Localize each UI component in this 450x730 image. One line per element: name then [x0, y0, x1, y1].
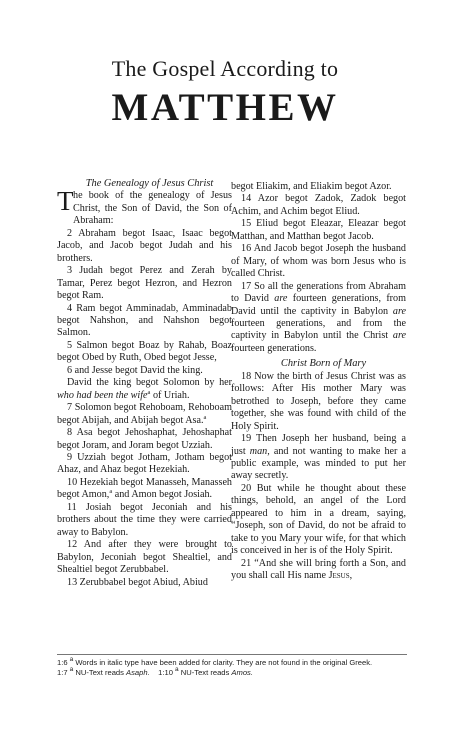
verse-21 [231, 558, 406, 583]
verse-17 [231, 281, 406, 356]
footnote-1-ref: 1:6 [57, 658, 70, 667]
verse-7 [57, 402, 232, 427]
footnote-marker: a [69, 656, 74, 663]
name-jesus: Jesus [328, 570, 350, 582]
footnote-line-2 [57, 668, 412, 678]
footnote-1 [57, 658, 412, 668]
verse-6b [57, 377, 232, 402]
footnote-marker: a [203, 413, 207, 421]
verse-7-text: 7 Solomon begot Rehoboam, Rehoboam begot Abijah, and Abijah begot Asa. [57, 402, 232, 426]
verse-10 [57, 477, 232, 502]
footnote-2-italic: Asaph. [126, 668, 150, 677]
left-column [57, 178, 232, 589]
verse-11: 11 Josiah begot Jeconiah and his brothers about the time they were carried away to Babylon. [57, 501, 232, 538]
verse-19-text-b: and not wanting to make her a public example, was minded to put her away secretly. [231, 445, 406, 482]
verse-6a: 6 and Jesse begot David the king. [67, 364, 203, 376]
verse-1-text: he book of the genealogy of Jesus Christ, the Son of David, the Son of Abraham: [73, 190, 232, 227]
verse-18: 18 Now the birth of Jesus Christ was as follows: After His mother Mary was betrothed to Joseph, before they came together, she was found with child of the Holy Spirit. [231, 370, 406, 432]
verse-12: 12 And after they were brought to Babylon, Jeconiah begot Shealtiel, and Shealtiel begot Zerubbabel. [57, 539, 232, 576]
verse-4: 4 Ram begot Amminadab, Amminadab begot Nahshon, and Nahshon begot Salmon. [57, 302, 232, 339]
verse-6b-text: David the king begot Solomon by her [67, 377, 232, 389]
verse-5: 5 Salmon begot Boaz by Rahab, Boaz begot Obed by Ruth, Obed begot Jesse, [57, 339, 232, 364]
footnote-marker: a [109, 488, 113, 496]
verse-3: 3 Judah begot Perez and Zerah by Tamar, Perez begot Hezron, and Hezron begot Ram. [57, 265, 232, 302]
verse-1 [57, 186, 232, 227]
verse-16: 16 And Jacob begot Joseph the husband of Mary, of whom was born Jesus who is called Christ. [231, 243, 406, 280]
footnote-divider [57, 654, 407, 655]
footnote-2-text: NU-Text reads [73, 668, 127, 677]
right-column [231, 181, 406, 583]
section-heading-birth: Christ Born of Mary [280, 358, 367, 370]
footnote-marker: a [69, 666, 74, 673]
verse-19-text-a: 19 Then Joseph her husband, being a just [231, 433, 406, 457]
verse-14: 14 Azor begot Zadok, Zadok begot Achim, and Achim begot Eliud. [231, 193, 406, 217]
footnotes [57, 658, 412, 678]
verse-19-italic: man, [249, 445, 270, 457]
drop-cap: T [57, 186, 74, 217]
verse-10-text: 10 Hezekiah begot Manasseh, Manasseh begot Amon, [57, 476, 232, 501]
verse-21-text: 21 “And she will bring forth a Son, and you shall call His name [231, 557, 406, 582]
footnote-3-ref: 1:10 [158, 668, 176, 677]
footnote-3-text: NU-Text reads [178, 668, 232, 677]
verse-2: 2 Abraham begot Isaac, Isaac begot Jacob, and Jacob begot Judah and his brothers. [57, 227, 232, 264]
book-title: MATTHEW [111, 86, 339, 129]
footnote-2-ref: 1:7 [57, 668, 70, 677]
verse-17-text-c: fourteen generations, and from the captivity in Babylon until the Christ [231, 317, 406, 342]
verse-17-text-b: fourteen generations, from David until the captivity in Babylon [231, 293, 406, 317]
verse-21-end: , [349, 570, 353, 582]
verse-19 [231, 433, 406, 483]
verse-6b-italic: who had been the wife [57, 389, 148, 401]
footnote-3-italic: Amos. [231, 668, 253, 677]
verse-15: 15 Eliud begot Eleazar, Eleazar begot Matthan, and Matthan begot Jacob. [231, 218, 406, 242]
verse-17-text-d: fourteen generations. [231, 342, 317, 354]
verse-10-end: and Amon begot Josiah. [112, 489, 213, 501]
footnote-1-text: Words in italic type have been added for clarity. They are not found in the original Greek. [73, 658, 373, 667]
verse-13: 13 Zerubbabel begot Abiud, Abiud [67, 576, 208, 588]
verse-17-text-a: 17 So all the generations from Abraham to David [231, 280, 406, 305]
verse-13-continued: begot Eliakim, and Eliakim begot Azor. [231, 181, 392, 192]
verse-6b-end: of Uriah. [150, 389, 190, 401]
verse-17-italic-2: are [392, 305, 406, 317]
section-heading-genealogy: The Genealogy of Jesus Christ [85, 178, 214, 189]
verse-17-italic-1: are [274, 293, 288, 305]
verse-9: 9 Uzziah begot Jotham, Jotham begot Ahaz, and Ahaz begot Hezekiah. [57, 451, 232, 476]
verse-17-italic-3: are [392, 330, 406, 342]
footnote-marker: a [175, 666, 179, 673]
footnote-marker: a [147, 388, 151, 396]
verse-8: 8 Asa begot Jehoshaphat, Jehoshaphat begot Joram, and Joram begot Uzziah. [57, 427, 232, 451]
verse-20: 20 But while he thought about these things, behold, an angel of the Lord appeared to him in a dream, saying, “Joseph, son of David, do not be afraid to take to you Mary your wife, for that which is conceived in her is of the Holy Spirit. [231, 482, 406, 557]
title-line-1: The Gospel According to [111, 56, 339, 81]
